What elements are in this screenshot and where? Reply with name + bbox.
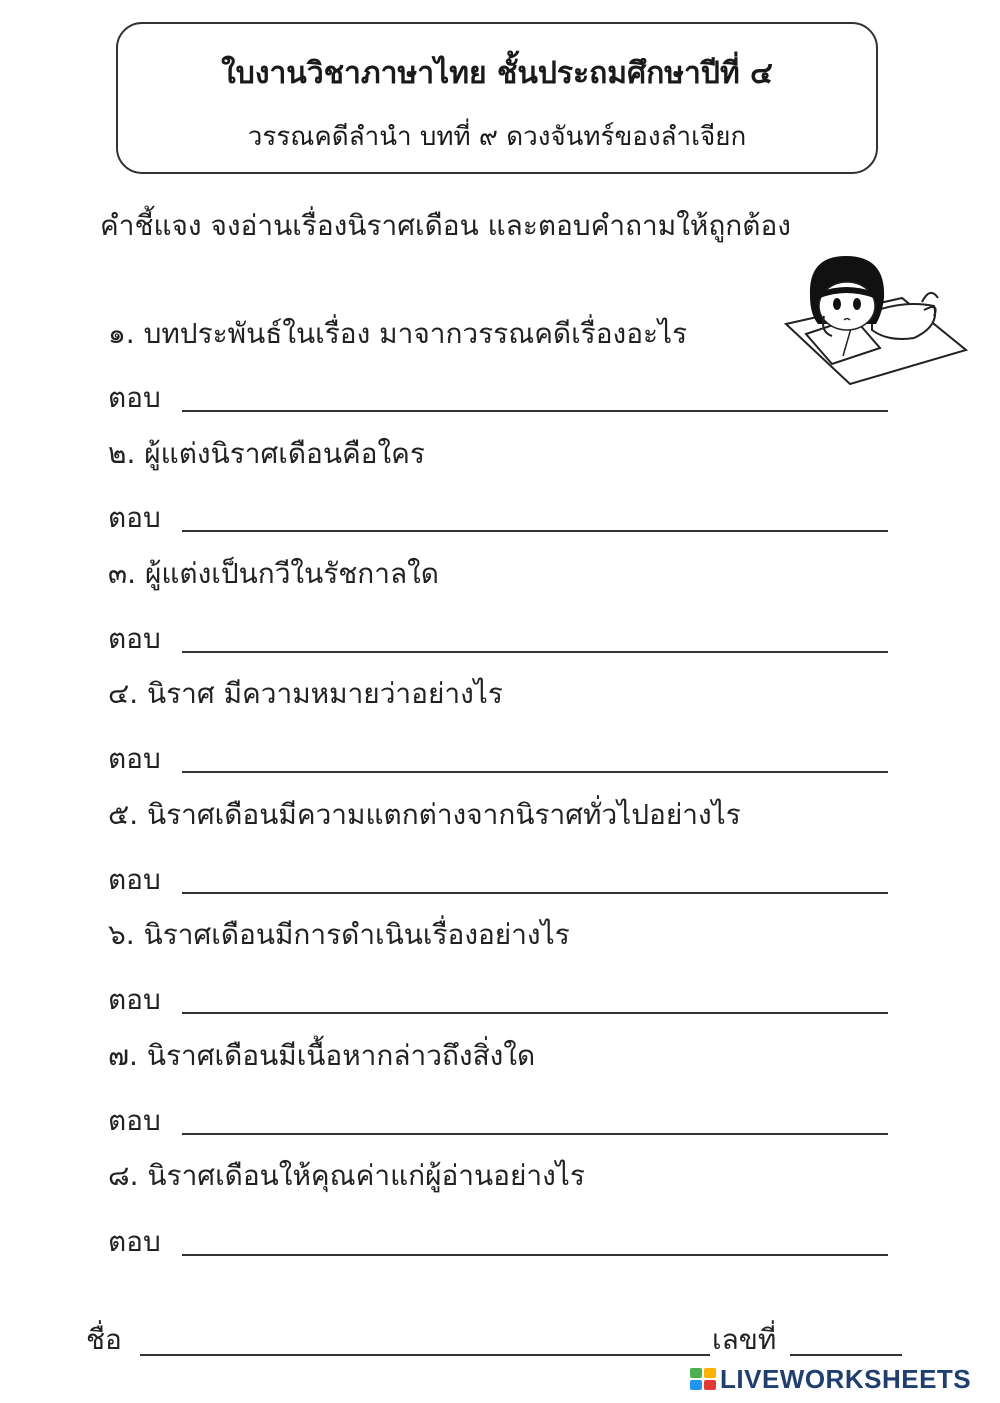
answer-label: ตอบ [108,1225,161,1258]
answer-label: ตอบ [108,742,161,775]
name-label: ชื่อ [86,1323,122,1356]
answer-label: ตอบ [108,1104,161,1137]
question-7: ๗. นิราศเดือนมีเนื้อหากล่าวถึงสิ่งใด [108,1039,536,1072]
answer-row-3[interactable] [108,617,888,657]
answer-line[interactable] [182,1133,888,1135]
question-8: ๘. นิราศเดือนให้คุณค่าแก่ผู้อ่านอย่างไร [108,1159,585,1192]
answer-line[interactable] [182,651,888,653]
reading-girl-icon [784,252,970,392]
worksheet-title: ใบงานวิชาภาษาไทย ชั้นประถมศึกษาปีที่ ๔ [221,56,773,91]
answer-line[interactable] [182,410,888,412]
answer-label: ตอบ [108,863,161,896]
liveworksheets-badge-icon [690,1368,716,1390]
answer-row-2[interactable] [108,496,888,536]
question-2: ๒. ผู้แต่งนิราศเดือนคือใคร [108,437,425,470]
answer-label: ตอบ [108,501,161,534]
answer-row-7[interactable] [108,1099,888,1139]
number-field[interactable] [790,1354,902,1356]
answer-line[interactable] [182,1254,888,1256]
answer-row-8[interactable] [108,1220,888,1260]
answer-row-5[interactable] [108,858,888,898]
brand-text: LIVEWORKSHEETS [720,1364,972,1394]
answer-row-6[interactable] [108,978,888,1018]
number-label: เลขที่ [712,1323,777,1356]
answer-line[interactable] [182,771,888,773]
question-5: ๕. นิราศเดือนมีความแตกต่างจากนิราศทั่วไปอย่างไร [108,798,741,831]
title-box [116,22,878,174]
question-3: ๓. ผู้แต่งเป็นกวีในรัชกาลใด [108,557,439,590]
answer-line[interactable] [182,1012,888,1014]
answer-line[interactable] [182,530,888,532]
answer-label: ตอบ [108,381,161,414]
answer-line[interactable] [182,892,888,894]
question-1: ๑. บทประพันธ์ในเรื่อง มาจากวรรณคดีเรื่องอะไร [108,317,688,350]
answer-row-4[interactable] [108,737,888,777]
answer-row-1[interactable] [108,376,888,416]
worksheet-subtitle: วรรณคดีลำนำ บทที่ ๙ ดวงจันทร์ของลำเจียก [247,122,747,152]
name-field[interactable] [140,1354,710,1356]
question-4: ๔. นิราศ มีความหมายว่าอย่างไร [108,677,503,710]
footer [86,1318,906,1362]
question-6: ๖. นิราศเดือนมีการดำเนินเรื่องอย่างไร [108,918,570,951]
answer-label: ตอบ [108,622,161,655]
instruction-text: คำชี้แจง จงอ่านเรื่องนิราศเดือน และตอบคำถามให้ถูกต้อง [100,209,791,242]
answer-label: ตอบ [108,983,161,1016]
